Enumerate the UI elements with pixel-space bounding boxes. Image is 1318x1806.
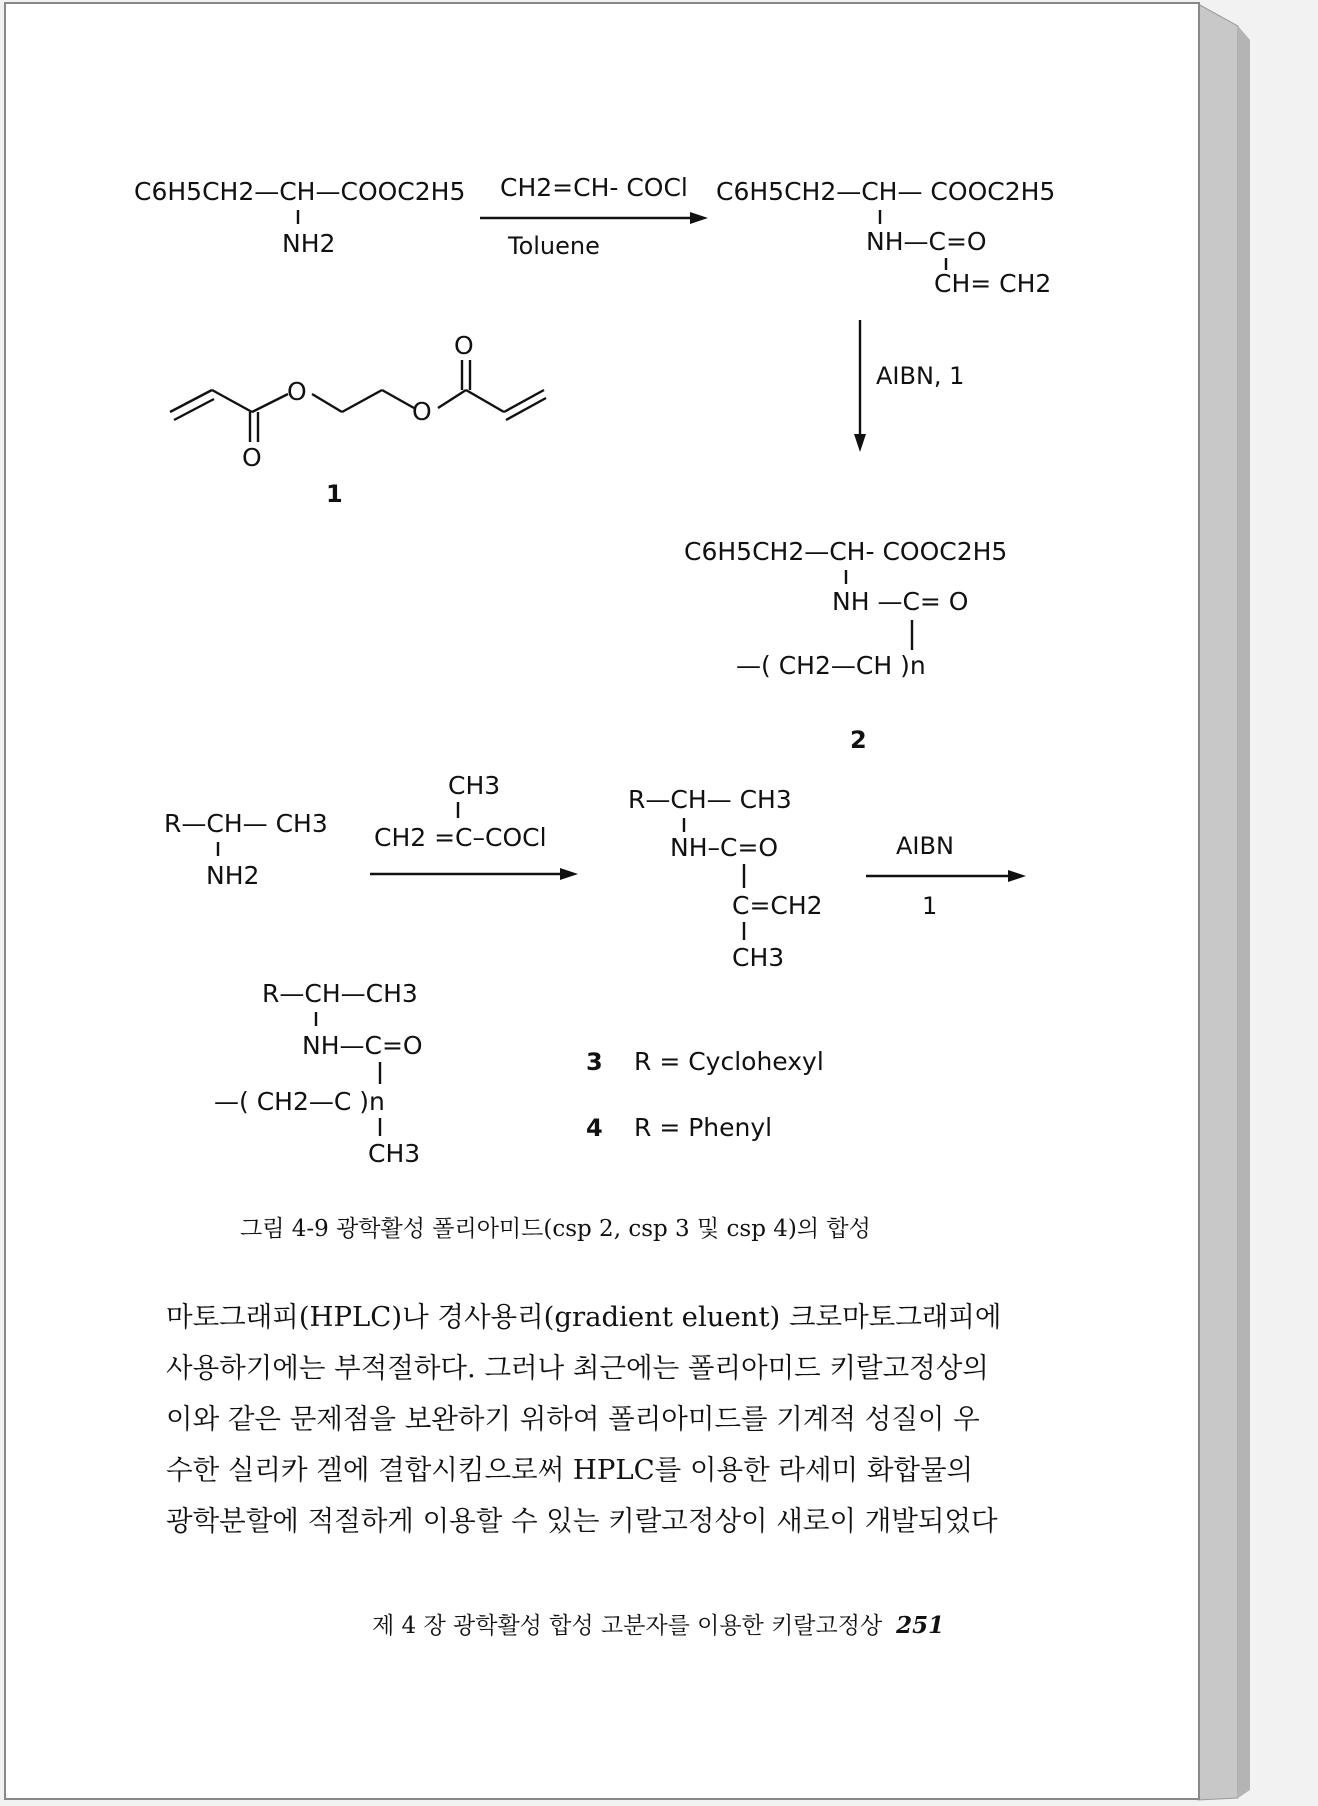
polymer-amide: NH—C=O	[302, 1031, 423, 1060]
legend-3-text: R = Cyclohexyl	[634, 1047, 824, 1076]
body-line-4: 수한 실리카 겔에 결합시킴으로써 HPLC를 이용한 라세미 화합물의	[166, 1454, 974, 1486]
svg-text:O: O	[287, 377, 307, 406]
amine-nh2: NH2	[206, 861, 260, 890]
polymer-ch3: CH3	[368, 1139, 421, 1168]
polymer-backbone: —( CH2—C )n	[214, 1087, 385, 1116]
polymer-side-formula: R—CH—CH3	[262, 979, 418, 1008]
body-paragraph	[166, 1292, 1034, 1547]
monomer-2-amide: NH–C=O	[670, 833, 779, 862]
reactant-formula: C6H5CH2—CH—COOC2H5	[134, 177, 466, 206]
svg-text:O: O	[454, 331, 474, 360]
amine-formula: R—CH— CH3	[164, 809, 328, 838]
reagent-methacryloyl-chloride: CH2 =C–COCl	[374, 823, 547, 852]
crosslinker-structure	[170, 331, 546, 472]
monomer-formula: C6H5CH2—CH— COOC2H5	[716, 177, 1056, 206]
arrowhead-4	[1008, 870, 1026, 882]
chapter-title: 제 4 장 광학활성 합성 고분자를 이용한 키랄고정상	[372, 1613, 883, 1639]
body-line-3: 이와 같은 문제점을 보완하기 위하여 폴리아미드를 기계적 성질이 우	[166, 1403, 980, 1435]
polymer-2-amide: NH —C= O	[832, 587, 969, 616]
arrowhead-1	[690, 212, 708, 224]
polymer-2-sidechain: C6H5CH2—CH- COOC2H5	[684, 537, 1008, 566]
monomer-2-ch3: CH3	[732, 943, 785, 972]
reactant-amine: NH2	[282, 229, 336, 258]
monomer-amide: NH—C=O	[866, 227, 987, 256]
body-line-2: 사용하기에는 부적절하다. 그러나 최근에는 폴리아미드 키랄고정상의	[166, 1352, 989, 1384]
crosslinker-ref: 1	[922, 892, 938, 920]
polymer-2-label: 2	[850, 726, 867, 754]
svg-text:O: O	[412, 397, 432, 426]
aibn-conditions: AIBN, 1	[876, 362, 965, 390]
svg-text:O: O	[242, 443, 262, 472]
page-number: 251	[896, 1612, 945, 1639]
arrowhead-2	[854, 434, 866, 452]
legend-4-number: 4	[586, 1114, 603, 1142]
solvent-label: Toluene	[508, 232, 600, 260]
monomer-2-formula: R—CH— CH3	[628, 785, 792, 814]
figure-caption: 그림 4-9 광학활성 폴리아미드(csp 2, csp 3 및 csp 4)의 합성	[240, 1216, 871, 1242]
scheme-1	[134, 173, 1055, 754]
legend-3-number: 3	[586, 1048, 603, 1076]
crosslinker-label: 1	[326, 480, 343, 508]
monomer-vinyl: CH= CH2	[934, 269, 1052, 298]
reagent-2-ch3: CH3	[448, 771, 501, 800]
monomer-2-vinyl: C=CH2	[732, 891, 823, 920]
polymer-2-backbone: —( CH2—CH )n	[736, 651, 926, 680]
reagent-acryloyl-chloride: CH2=CH- COCl	[500, 173, 688, 202]
arrowhead-3	[560, 868, 578, 880]
legend-4-text: R = Phenyl	[634, 1113, 773, 1142]
body-line-1: 마토그래피(HPLC)나 경사용리(gradient eluent) 크로마토그래피에	[166, 1301, 1002, 1333]
body-line-5: 광학분할에 적절하게 이용할 수 있는 키랄고정상이 새로이 개발되었다	[166, 1505, 998, 1537]
running-footer	[372, 1607, 944, 1640]
scheme-2	[164, 771, 1026, 1168]
aibn-label: AIBN	[896, 832, 954, 860]
